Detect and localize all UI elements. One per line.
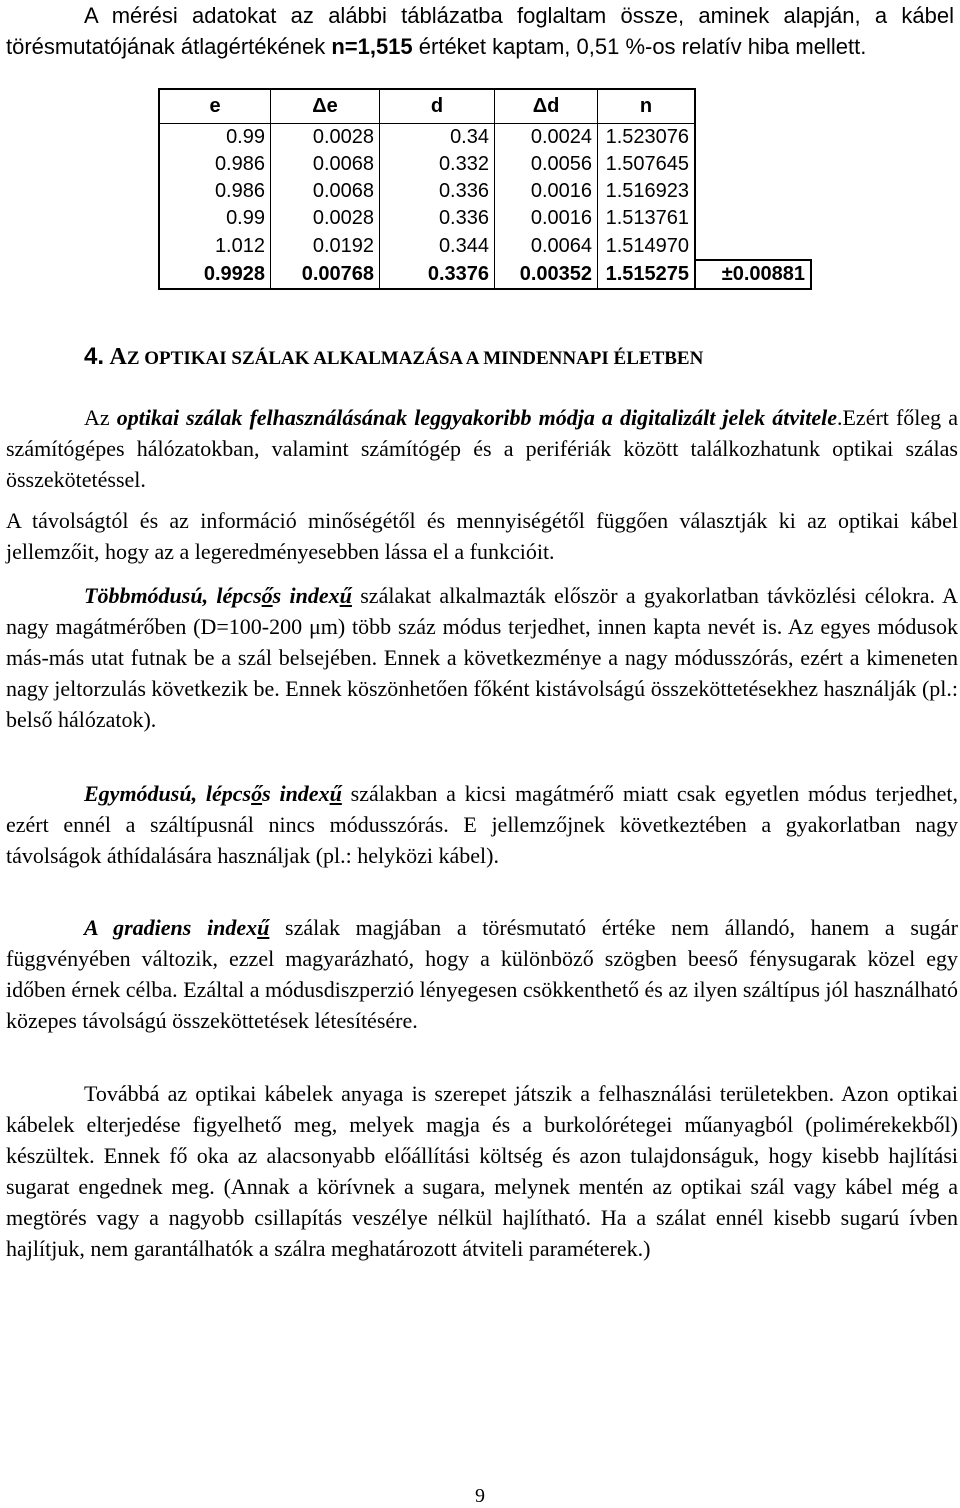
p3-term-u1: ő [261, 583, 273, 608]
table-header-cell: e [159, 89, 271, 124]
p4-term-b: s index [262, 781, 330, 806]
p1-emphasis: optikai szálak felhasználásának leggyakoribb módja a digitalizált jelek átvitele [116, 405, 837, 430]
table-cell: 0.0028 [271, 124, 380, 152]
table-header-cell: Δd [495, 89, 598, 124]
table-cell: 0.0028 [271, 205, 380, 232]
table-row [159, 151, 811, 178]
table-cell: 0.99 [159, 124, 271, 152]
p4-rest: szálakban a kicsi magátmérő miatt csak egyetlen módus terjedhet, ezért ennél a száltípusnál nincs módusszórás. E jellemzőjnek következtében a gyakorlatban nagy távolságok áthídalására használjak (pl.: helyközi kábel). [6, 781, 958, 868]
intro-text-before: A mérési adatokat az alábbi táblázatba foglaltam össze, aminek alapján, a kábel törésmutatójának átlagértékének [6, 3, 954, 59]
table-cell: 0.0068 [271, 178, 380, 205]
table-cell: 0.0016 [495, 205, 598, 232]
section-title-rest: Z OPTIKAI SZÁLAK ALKALMAZÁSA A MINDENNAPI ÉLETBEN [126, 348, 704, 369]
table-cell: 0.34 [380, 124, 495, 152]
table-spacer [695, 124, 811, 152]
paragraph-singlemode [6, 778, 958, 871]
section-heading [84, 343, 703, 371]
table-average-row [159, 260, 811, 289]
p6-text: Továbbá az optikai kábelek anyaga is szerepet játszik a felhasználási területekben. Azon optikai kábelek elterjedése figyelhető meg, melyek magja és a burkolórétegei műanyagból (polimérekekből) készültek. Ennek fő oka az alacsonyabb előállítási költség és azon tulajdonságuk, hogy kisebb hajlítási sugarat engednek meg. (Annak a körívnek a sugara, melynek mentén az optikai szál vagy kábel még a megtörés vagy a nagyobb csillapítás veszélye nélkül hajlítható. Ha a szálat ennél kisebb sugarú ívben hajlítjuk, nem garantálhatók a szálra meghatározott átviteli paraméterek.) [6, 1081, 958, 1261]
table-cell: 0.0192 [271, 232, 380, 260]
p1-lead: Az [84, 405, 117, 430]
table-cell: 1.507645 [598, 151, 696, 178]
table-cell: 1.523076 [598, 124, 696, 152]
table-row [159, 178, 811, 205]
table-header-cell: d [380, 89, 495, 124]
table-row [159, 205, 811, 232]
table-cell: 0.0064 [495, 232, 598, 260]
table-cell: 1.514970 [598, 232, 696, 260]
table-row [159, 124, 811, 152]
table-header-row [159, 89, 811, 124]
table-header-cell: Δe [271, 89, 380, 124]
p5-term: A gradiens index [84, 915, 258, 940]
table-cell: 0.986 [159, 178, 271, 205]
table-header-cell: n [598, 89, 696, 124]
table-cell: 0.336 [380, 178, 495, 205]
p3-rest: szálakat alkalmazták először a gyakorlatban távközlési célokra. A nagy magátmérőben (D=100-200 μm) több száz módus terjedhet, innen kapta nevét is. Az egyes módusok más-más utat futnak be a szál belsejében. Ennek a következménye a nagy módusszórás, ezért a kimeneten nagy jeltorzulás következik be. Ennek köszönhetően főként kistávolságú összeköttetésekhez használják (pl.: belső hálózatok). [6, 583, 958, 732]
table-cell: 0.336 [380, 205, 495, 232]
table-cell: 1.516923 [598, 178, 696, 205]
section-title-initial: A [109, 344, 127, 370]
p1-rest: .Ezért főleg a számítógépes hálózatokban, valamint számítógép és a perifériák között találkozhatunk optikai szálas összekötetéssel. [6, 405, 959, 492]
table-cell: 0.0056 [495, 151, 598, 178]
table-average-cell: 0.00352 [495, 260, 598, 289]
table-cell: 0.986 [159, 151, 271, 178]
table-average-cell: 1.515275 [598, 260, 696, 289]
paragraph-selection: A távolságtól és az információ minőségétől és mennyiségétől függően választják ki az optikai kábel jellemzőit, hogy az a legeredményesebben lássa el a funkcióit. [6, 508, 958, 564]
intro-paragraph [6, 0, 954, 62]
p3-term-u2: ű [339, 583, 352, 608]
table-cell: 0.99 [159, 205, 271, 232]
table-cell: 1.513761 [598, 205, 696, 232]
paragraph-multimode [6, 580, 958, 735]
table-spacer [695, 89, 811, 124]
table-average-cell: 0.00768 [271, 260, 380, 289]
p5-term-u: ű [257, 915, 270, 940]
paragraph-digital [6, 402, 958, 495]
paragraph-materials [6, 1078, 958, 1264]
p3-term-a: Többmódusú, lépcs [84, 583, 262, 608]
table-row [159, 232, 811, 260]
table-spacer [695, 205, 811, 232]
p4-term-u1: ő [251, 781, 263, 806]
page-number: 9 [475, 1485, 485, 1507]
table-spacer [695, 232, 811, 260]
table-spacer [695, 178, 811, 205]
table-cell: 0.332 [380, 151, 495, 178]
table-average-cell: 0.3376 [380, 260, 495, 289]
p5-rest: szálak magjában a törésmutató értéke nem állandó, hanem a sugár függvényében változik, ezzel magyarázható, hogy a különböző szögben beeső fénysugarak közel egy időben érnek célba. Ezáltal a módusdiszperzió lényegesen csökkenthető és az ilyen száltípus jól használható közepes távolságú összeköttetések létesítésére. [6, 915, 958, 1033]
intro-text-after: értéket kaptam, 0,51 %-os relatív hiba mellett. [412, 34, 867, 59]
paragraph-graded-index [6, 912, 958, 1036]
table-error-cell: ±0.00881 [695, 260, 811, 289]
table-cell: 1.012 [159, 232, 271, 260]
table-average-cell: 0.9928 [159, 260, 271, 289]
measurement-table [158, 88, 812, 290]
table-spacer [695, 151, 811, 178]
table-cell: 0.0068 [271, 151, 380, 178]
table-cell: 0.0024 [495, 124, 598, 152]
p4-term-a: Egymódusú, lépcs [84, 781, 252, 806]
p3-term-b: s index [272, 583, 340, 608]
table-cell: 0.0016 [495, 178, 598, 205]
table-cell: 0.344 [380, 232, 495, 260]
p4-term-u2: ű [329, 781, 342, 806]
intro-bold-value: n=1,515 [331, 34, 413, 59]
section-number: 4. [84, 343, 105, 370]
